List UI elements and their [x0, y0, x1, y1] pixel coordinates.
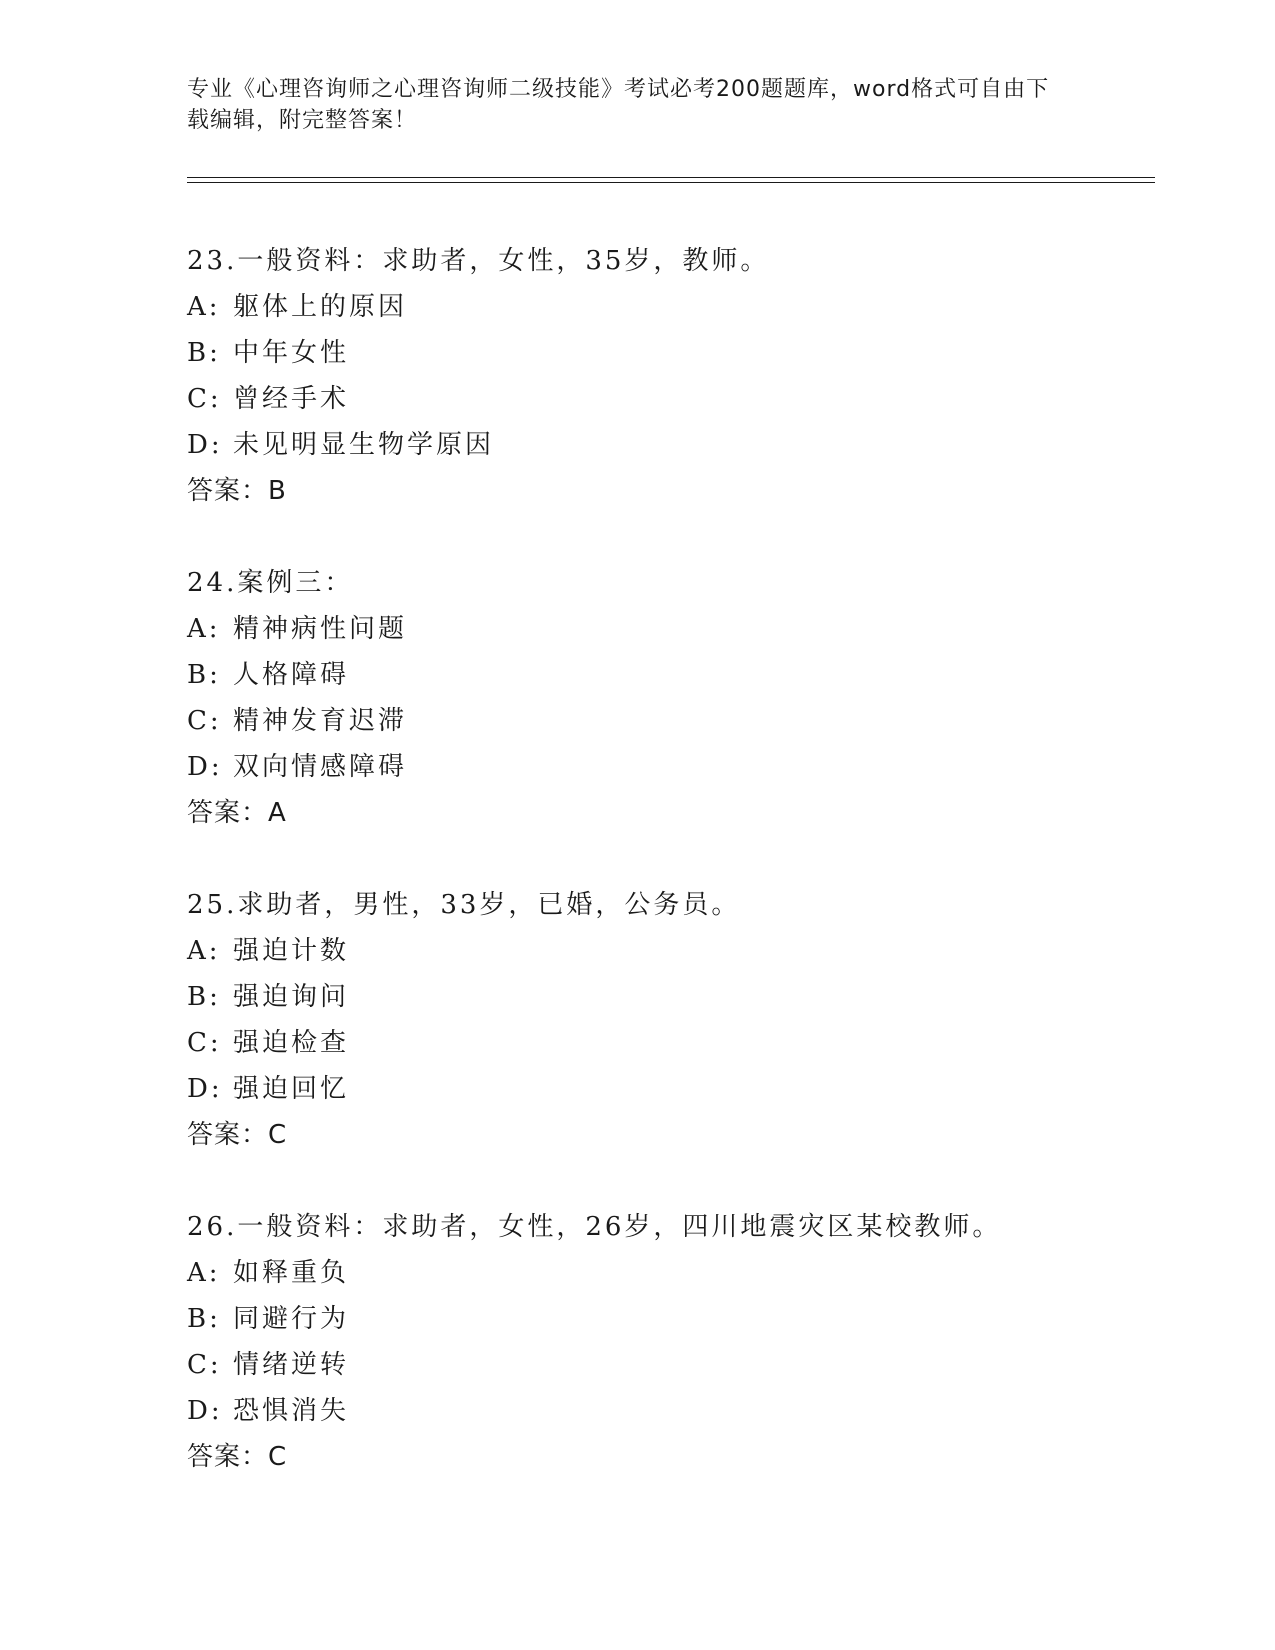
option-key: B:	[187, 660, 221, 690]
answer-line: 答案：B	[187, 476, 287, 506]
option-text: 中年女性	[233, 338, 350, 368]
option-text: 未见明显生物学原因	[233, 430, 495, 460]
header-divider-bottom	[187, 182, 1155, 183]
question-block	[187, 238, 1147, 514]
option-b	[187, 652, 1147, 698]
option-text: 恐惧消失	[233, 1396, 350, 1426]
option-text: 如释重负	[233, 1258, 350, 1288]
option-text: 曾经手术	[233, 384, 350, 414]
option-text: 双向情感障碍	[233, 752, 408, 782]
option-b	[187, 974, 1147, 1020]
option-text: 躯体上的原因	[233, 292, 408, 322]
option-key: D:	[187, 1396, 223, 1426]
option-a	[187, 928, 1147, 974]
option-d	[187, 1388, 1147, 1434]
option-key: D:	[187, 430, 223, 460]
option-key: A:	[187, 292, 221, 322]
document-header: 专业《心理咨询师之心理咨询师二级技能》考试必考200题题库，word格式可自由下载编辑，附完整答案！	[187, 77, 1050, 133]
option-text: 精神病性问题	[233, 614, 408, 644]
option-text: 情绪逆转	[233, 1350, 350, 1380]
option-key: C:	[187, 1350, 222, 1380]
option-text: 人格障碍	[233, 660, 350, 690]
option-key: D:	[187, 1074, 223, 1104]
option-text: 精神发育迟滞	[233, 706, 408, 736]
option-a	[187, 1250, 1147, 1296]
option-d	[187, 422, 1147, 468]
option-key: C:	[187, 1028, 222, 1058]
question-block	[187, 882, 1147, 1158]
option-key: A:	[187, 614, 221, 644]
option-b	[187, 1296, 1147, 1342]
option-c	[187, 1342, 1147, 1388]
option-c	[187, 698, 1147, 744]
option-text: 同避行为	[233, 1304, 350, 1334]
option-key: D:	[187, 752, 223, 782]
option-a	[187, 284, 1147, 330]
option-c	[187, 376, 1147, 422]
option-key: B:	[187, 338, 221, 368]
header-divider-top	[187, 177, 1155, 178]
question-list	[187, 238, 1147, 1526]
question-stem: 24.案例三：	[187, 568, 354, 598]
option-b	[187, 330, 1147, 376]
option-a	[187, 606, 1147, 652]
answer-line: 答案：C	[187, 1120, 288, 1150]
question-stem: 23.一般资料：求助者，女性，35岁，教师。	[187, 246, 770, 276]
option-text: 强迫询问	[233, 982, 350, 1012]
option-text: 强迫回忆	[233, 1074, 350, 1104]
question-stem: 25.求助者，男性，33岁，已婚，公务员。	[187, 890, 741, 920]
option-d	[187, 744, 1147, 790]
question-block	[187, 560, 1147, 836]
option-key: B:	[187, 1304, 221, 1334]
answer-line: 答案：C	[187, 1442, 288, 1472]
option-key: C:	[187, 706, 222, 736]
answer-line: 答案：A	[187, 798, 287, 828]
option-key: C:	[187, 384, 222, 414]
option-text: 强迫检查	[233, 1028, 350, 1058]
option-key: A:	[187, 936, 221, 966]
option-c	[187, 1020, 1147, 1066]
question-stem: 26.一般资料：求助者，女性，26岁，四川地震灾区某校教师。	[187, 1212, 1002, 1242]
option-text: 强迫计数	[233, 936, 350, 966]
question-block	[187, 1204, 1147, 1480]
option-d	[187, 1066, 1147, 1112]
option-key: A:	[187, 1258, 221, 1288]
option-key: B:	[187, 982, 221, 1012]
